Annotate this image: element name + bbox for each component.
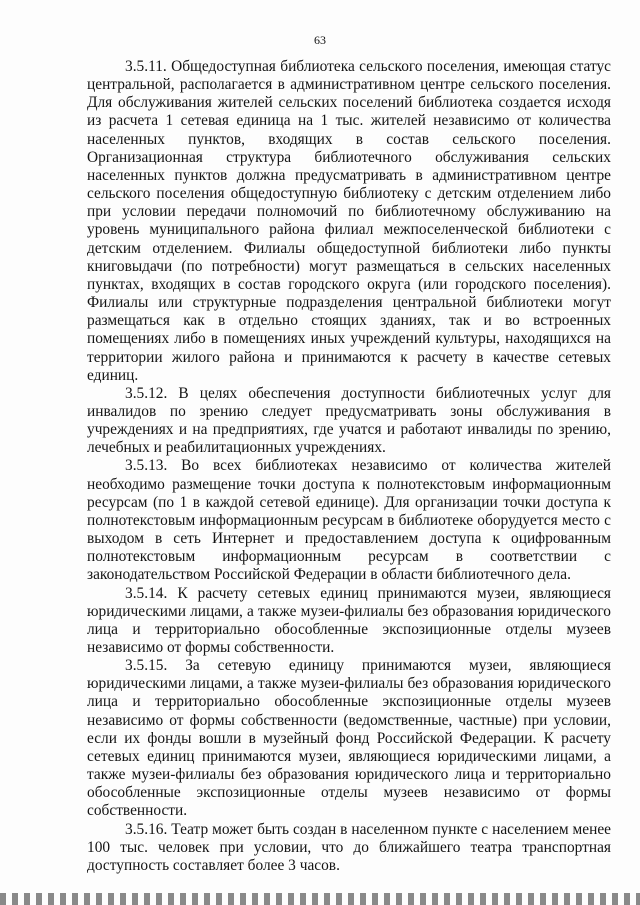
- paragraph-3-5-11: 3.5.11. Общедоступная библиотека сельского поселения, имеющая статус центральной, располагается в административном центре сельского поселения. Для обслуживания жителей сельских поселений библиотека создается исходя из расчета 1 сетевая единица на 1 тыс. жителей независимо от количества населенных пунктов, входящих в состав сельского поселения. Организационная структура библиотечного обслуживания сельских населенных пунктов должна предусматривать в административном центре сельского поселения общедоступную библиотеку с детским отделением либо при условии передачи полномочий по библиотечному обслуживанию на уровень муниципального района филиал межпоселенческой библиотеки с детским отделением. Филиалы общедоступной библиотеки либо пункты книговыдачи (по потребности) могут размещаться в сельских населенных пунктах, входящих в состав городского округа (или городского поселения). Филиалы или структурные подразделения центральной библиотеки могут размещаться как в отдельно стоящих зданиях, так и во встроенных помещениях либо в помещениях иных учреждений культуры, находящихся на территории жилого района и принимаются к расчету в качестве сетевых единиц.: [87, 58, 611, 384]
- scan-edge-artifact: [0, 893, 640, 905]
- body-text: [87, 58, 611, 875]
- page-number: 63: [314, 33, 326, 47]
- paragraph-3-5-16: 3.5.16. Театр может быть создан в населенном пункте с населением менее 100 тыс. человек при условии, что до ближайшего театра транспортная доступность составляет более 3 часов.: [87, 820, 611, 874]
- paragraph-3-5-15: 3.5.15. За сетевую единицу принимаются музеи, являющиеся юридическими лицами, а также музеи-филиалы без образования юридического лица и территориально обособленные экспозиционные отделы музеев независимо от формы собственности (ведомственные, частные) при условии, если их фонды вошли в музейный фонд Российской Федерации. К расчету сетевых единиц принимаются музеи, являющиеся юридическими лицами, а также музеи-филиалы без образования юридического лица и территориально обособленные экспозиционные отделы музеев независимо от формы собственности.: [87, 657, 611, 820]
- paragraph-3-5-13: 3.5.13. Во всех библиотеках независимо от количества жителей необходимо размещение точки доступа к полнотекстовым информационным ресурсам (по 1 в каждой сетевой единице). Для организации точки доступа к полнотекстовым информационным ресурсам в библиотеке оборудуется место с выходом в сеть Интернет и предоставлением доступа к оцифрованным полнотекстовым информационным ресурсам в соответствии с законодательством Российской Федерации в области библиотечного дела.: [87, 457, 611, 584]
- paragraph-3-5-12: 3.5.12. В целях обеспечения доступности библиотечных услуг для инвалидов по зрению следует предусматривать зоны обслуживания в учреждениях и на предприятиях, где учатся и работают инвалиды по зрению, лечебных и реабилитационных учреждениях.: [87, 384, 611, 457]
- paragraph-3-5-14: 3.5.14. К расчету сетевых единиц принимаются музеи, являющиеся юридическими лицами, а также музеи-филиалы без образования юридического лица и территориально обособленные экспозиционные отделы музеев независимо от формы собственности.: [87, 584, 611, 656]
